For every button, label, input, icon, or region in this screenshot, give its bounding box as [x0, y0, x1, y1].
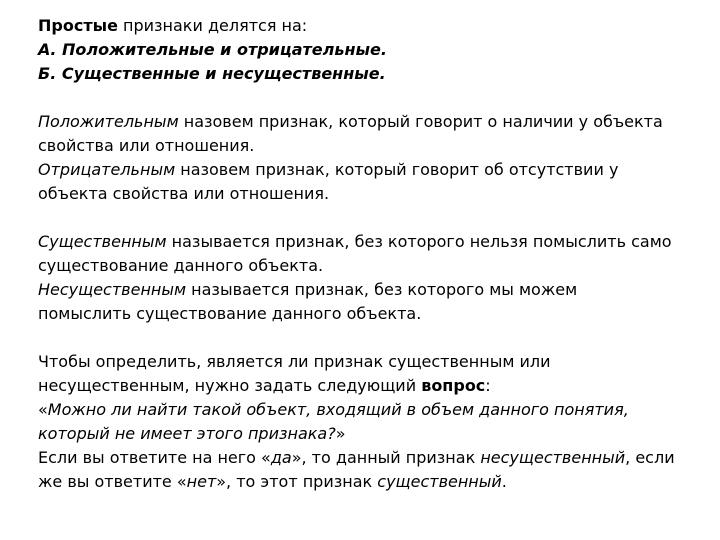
nonessential-line-1: [38, 278, 708, 302]
spacer: [38, 326, 708, 350]
nonessential-text-1: называется признак, без которого мы можем: [186, 280, 578, 299]
essential-line-1: [38, 230, 708, 254]
essential-term: Существенным: [38, 232, 167, 251]
question-pre: несущественным, нужно задать следующий: [38, 376, 422, 395]
negative-term: Отрицательным: [38, 160, 176, 179]
positive-line-1: [38, 110, 708, 134]
quote-text-2: который не имеет этого признака?: [38, 424, 336, 443]
answer-no: нет: [186, 472, 217, 491]
answer-b5: .: [501, 472, 507, 491]
answer-yes: да: [270, 448, 292, 467]
quote-line-1: [38, 398, 708, 422]
quote-text-1: Можно ли найти такой объект, входящий в объем данного понятия,: [47, 400, 629, 419]
question-bold: вопрос: [421, 376, 486, 395]
item-b: Б. Существенные и несущественные.: [38, 64, 386, 83]
answer-nonessential: несущественный: [480, 448, 626, 467]
positive-text-1: назовем признак, который говорит о наличии у объекта: [178, 112, 663, 131]
intro-rest: признаки делятся на:: [117, 16, 308, 35]
answer-a1: Если вы ответите на него «: [38, 448, 271, 467]
intro-bold: Простые: [38, 16, 118, 35]
intro-line: [38, 14, 708, 38]
question-line-2: [38, 374, 708, 398]
spacer: [38, 86, 708, 110]
essential-line-2: существование данного объекта.: [38, 256, 324, 275]
nonessential-line-2: помыслить существование данного объекта.: [38, 304, 422, 323]
negative-text-1: назовем признак, который говорит об отсутствии у: [175, 160, 619, 179]
spacer: [38, 206, 708, 230]
nonessential-term: Несущественным: [38, 280, 187, 299]
slide-text: [38, 14, 708, 494]
positive-line-2: свойства или отношения.: [38, 136, 255, 155]
answer-line-1: [38, 446, 708, 470]
answer-line-2: [38, 470, 708, 494]
question-line-1: Чтобы определить, является ли признак существенным или: [38, 352, 551, 371]
positive-term: Положительным: [38, 112, 179, 131]
essential-text-1: называется признак, без которого нельзя помыслить само: [166, 232, 672, 251]
quote-line-2: [38, 422, 708, 446]
answer-b3: », то этот признак: [216, 472, 378, 491]
item-a: А. Положительные и отрицательные.: [38, 40, 387, 59]
question-post: :: [485, 376, 491, 395]
answer-b1: же вы ответите «: [38, 472, 187, 491]
answer-a3: », то данный признак: [291, 448, 481, 467]
quote-close: »: [335, 424, 346, 443]
negative-line-2: объекта свойства или отношения.: [38, 184, 330, 203]
answer-essential: существенный: [377, 472, 502, 491]
answer-a5: , если: [625, 448, 675, 467]
quote-open: «: [38, 400, 48, 419]
negative-line-1: [38, 158, 708, 182]
